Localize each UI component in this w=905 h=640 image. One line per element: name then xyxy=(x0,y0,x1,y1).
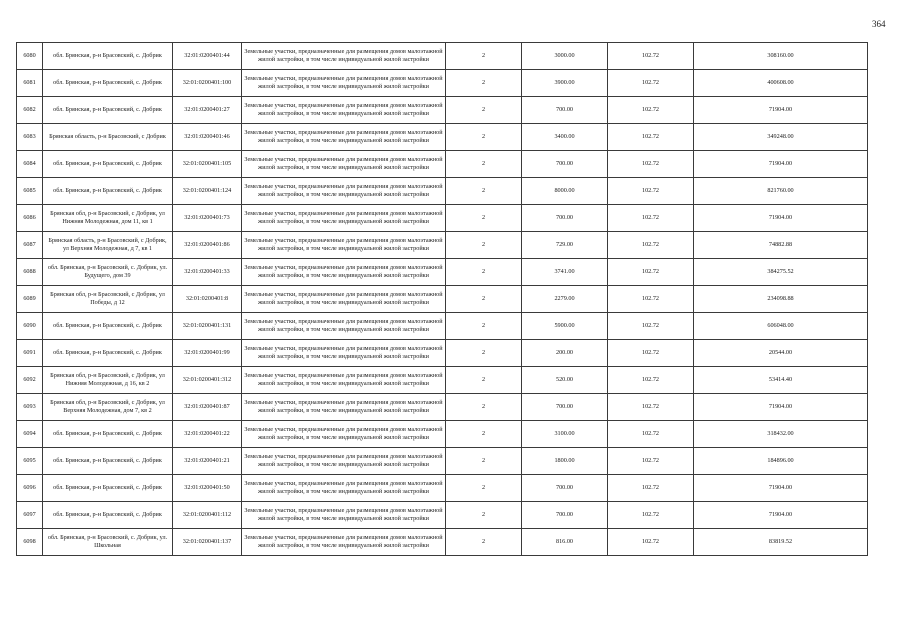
group-code-cell: 2 xyxy=(446,259,522,286)
area-cell: 520.00 xyxy=(522,367,608,394)
cadastral-number-cell: 32:01:0200401:22 xyxy=(173,421,242,448)
cadastral-rate-cell: 102.72 xyxy=(608,448,694,475)
address-cell: обл. Брянская, р-н Брасовский, с. Добрик xyxy=(43,502,173,529)
address-cell: обл. Брянская, р-н Брасовский, с. Добрик xyxy=(43,340,173,367)
land-registry-table xyxy=(16,42,868,556)
group-code-cell: 2 xyxy=(446,151,522,178)
table-row xyxy=(17,178,868,205)
area-cell: 5900.00 xyxy=(522,313,608,340)
cadastral-rate-cell: 102.72 xyxy=(608,421,694,448)
address-cell: Брянская обл, р-н Брасовский, с Добрик, ул Победы, д 12 xyxy=(43,286,173,313)
group-code-cell: 2 xyxy=(446,475,522,502)
cadastral-value-cell: 606048.00 xyxy=(694,313,868,340)
cadastral-number-cell: 32:01:0200401:99 xyxy=(173,340,242,367)
cadastral-value-cell: 53414.40 xyxy=(694,367,868,394)
address-cell: Брянская обл, р-н Брасовский, с Добрик, ул Нижняя Молодежная, дом 11, кв 1 xyxy=(43,205,173,232)
land-use-purpose-cell: Земельные участки, предназначенные для размещения домов малоэтажной жилой застройки, в том числе индивидуальной жилой застройки xyxy=(242,502,446,529)
cadastral-number-cell: 32:01:0200401:105 xyxy=(173,151,242,178)
cadastral-number-cell: 32:01:0200401:137 xyxy=(173,529,242,556)
row-number-cell: 6093 xyxy=(17,394,43,421)
land-use-purpose-cell: Земельные участки, предназначенные для размещения домов малоэтажной жилой застройки, в том числе индивидуальной жилой застройки xyxy=(242,529,446,556)
area-cell: 700.00 xyxy=(522,502,608,529)
area-cell: 3100.00 xyxy=(522,421,608,448)
land-use-purpose-cell: Земельные участки, предназначенные для размещения домов малоэтажной жилой застройки, в том числе индивидуальной жилой застройки xyxy=(242,97,446,124)
group-code-cell: 2 xyxy=(446,529,522,556)
area-cell: 729.00 xyxy=(522,232,608,259)
address-cell: Брянская обл, р-н Брасовский, с Добрик, ул Верхняя Молодежная, дом 7, кв 2 xyxy=(43,394,173,421)
table-row xyxy=(17,43,868,70)
cadastral-value-cell: 71904.00 xyxy=(694,205,868,232)
cadastral-number-cell: 32:01:0200401:73 xyxy=(173,205,242,232)
row-number-cell: 6086 xyxy=(17,205,43,232)
cadastral-number-cell: 32:01:0200401:87 xyxy=(173,394,242,421)
land-use-purpose-cell: Земельные участки, предназначенные для размещения домов малоэтажной жилой застройки, в том числе индивидуальной жилой застройки xyxy=(242,70,446,97)
land-use-purpose-cell: Земельные участки, предназначенные для размещения домов малоэтажной жилой застройки, в том числе индивидуальной жилой застройки xyxy=(242,232,446,259)
area-cell: 3900.00 xyxy=(522,70,608,97)
row-number-cell: 6091 xyxy=(17,340,43,367)
cadastral-rate-cell: 102.72 xyxy=(608,43,694,70)
group-code-cell: 2 xyxy=(446,178,522,205)
table-row xyxy=(17,475,868,502)
row-number-cell: 6094 xyxy=(17,421,43,448)
table-row xyxy=(17,502,868,529)
area-cell: 2279.00 xyxy=(522,286,608,313)
cadastral-number-cell: 32:01:0200401:131 xyxy=(173,313,242,340)
cadastral-rate-cell: 102.72 xyxy=(608,259,694,286)
area-cell: 3741.00 xyxy=(522,259,608,286)
cadastral-value-cell: 400608.00 xyxy=(694,70,868,97)
group-code-cell: 2 xyxy=(446,124,522,151)
address-cell: Брянская обл, р-н Брасовский, с Добрик, ул Нижняя Молодежная, д 16, кв 2 xyxy=(43,367,173,394)
group-code-cell: 2 xyxy=(446,421,522,448)
area-cell: 200.00 xyxy=(522,340,608,367)
address-cell: Брянская область, р-н Брасовский, с Добрик xyxy=(43,124,173,151)
cadastral-rate-cell: 102.72 xyxy=(608,313,694,340)
table-row xyxy=(17,286,868,313)
group-code-cell: 2 xyxy=(446,448,522,475)
address-cell: обл. Брянская, р-н Брасовский, с. Добрик, ул. Школьная xyxy=(43,529,173,556)
table-row xyxy=(17,70,868,97)
area-cell: 3000.00 xyxy=(522,43,608,70)
cadastral-rate-cell: 102.72 xyxy=(608,529,694,556)
address-cell: обл. Брянская, р-н Брасовский, с. Добрик xyxy=(43,43,173,70)
cadastral-number-cell: 32:01:0200401:312 xyxy=(173,367,242,394)
cadastral-value-cell: 821760.00 xyxy=(694,178,868,205)
group-code-cell: 2 xyxy=(446,340,522,367)
address-cell: обл. Брянская, р-н Брасовский, с. Добрик xyxy=(43,475,173,502)
cadastral-value-cell: 71904.00 xyxy=(694,475,868,502)
land-use-purpose-cell: Земельные участки, предназначенные для размещения домов малоэтажной жилой застройки, в том числе индивидуальной жилой застройки xyxy=(242,178,446,205)
area-cell: 700.00 xyxy=(522,475,608,502)
area-cell: 700.00 xyxy=(522,151,608,178)
row-number-cell: 6082 xyxy=(17,97,43,124)
table-row xyxy=(17,313,868,340)
cadastral-number-cell: 32:01:0200401:46 xyxy=(173,124,242,151)
row-number-cell: 6083 xyxy=(17,124,43,151)
address-cell: обл. Брянская, р-н Брасовский, с. Добрик, ул. Будущего, дом 39 xyxy=(43,259,173,286)
land-use-purpose-cell: Земельные участки, предназначенные для размещения домов малоэтажной жилой застройки, в том числе индивидуальной жилой застройки xyxy=(242,367,446,394)
table-row xyxy=(17,97,868,124)
row-number-cell: 6089 xyxy=(17,286,43,313)
cadastral-value-cell: 349248.00 xyxy=(694,124,868,151)
table-row xyxy=(17,367,868,394)
land-use-purpose-cell: Земельные участки, предназначенные для размещения домов малоэтажной жилой застройки, в том числе индивидуальной жилой застройки xyxy=(242,205,446,232)
cadastral-value-cell: 318432.00 xyxy=(694,421,868,448)
cadastral-value-cell: 234098.88 xyxy=(694,286,868,313)
cadastral-number-cell: 32:01:0200401:50 xyxy=(173,475,242,502)
row-number-cell: 6081 xyxy=(17,70,43,97)
land-use-purpose-cell: Земельные участки, предназначенные для размещения домов малоэтажной жилой застройки, в том числе индивидуальной жилой застройки xyxy=(242,313,446,340)
cadastral-rate-cell: 102.72 xyxy=(608,178,694,205)
cadastral-value-cell: 83819.52 xyxy=(694,529,868,556)
cadastral-number-cell: 32:01:0200401:124 xyxy=(173,178,242,205)
land-use-purpose-cell: Земельные участки, предназначенные для размещения домов малоэтажной жилой застройки, в том числе индивидуальной жилой застройки xyxy=(242,259,446,286)
cadastral-rate-cell: 102.72 xyxy=(608,70,694,97)
address-cell: обл. Брянская, р-н Брасовский, с. Добрик xyxy=(43,70,173,97)
area-cell: 1800.00 xyxy=(522,448,608,475)
cadastral-number-cell: 32:01:0200401:44 xyxy=(173,43,242,70)
cadastral-value-cell: 74882.88 xyxy=(694,232,868,259)
land-use-purpose-cell: Земельные участки, предназначенные для размещения домов малоэтажной жилой застройки, в том числе индивидуальной жилой застройки xyxy=(242,124,446,151)
land-use-purpose-cell: Земельные участки, предназначенные для размещения домов малоэтажной жилой застройки, в том числе индивидуальной жилой застройки xyxy=(242,286,446,313)
address-cell: обл. Брянская, р-н Брасовский, с. Добрик xyxy=(43,421,173,448)
address-cell: обл. Брянская, р-н Брасовский, с. Добрик xyxy=(43,97,173,124)
page-number: 364 xyxy=(872,19,886,29)
cadastral-rate-cell: 102.72 xyxy=(608,340,694,367)
cadastral-number-cell: 32:01:0200401:27 xyxy=(173,97,242,124)
area-cell: 700.00 xyxy=(522,205,608,232)
address-cell: Брянская область, р-н Брасовский, с Добрик, ул Верхняя Молодежная, д 7, кв 1 xyxy=(43,232,173,259)
row-number-cell: 6096 xyxy=(17,475,43,502)
cadastral-value-cell: 71904.00 xyxy=(694,502,868,529)
cadastral-rate-cell: 102.72 xyxy=(608,475,694,502)
address-cell: обл. Брянская, р-н Брасовский, с. Добрик xyxy=(43,178,173,205)
row-number-cell: 6090 xyxy=(17,313,43,340)
cadastral-rate-cell: 102.72 xyxy=(608,124,694,151)
cadastral-value-cell: 71904.00 xyxy=(694,394,868,421)
area-cell: 816.00 xyxy=(522,529,608,556)
table-row xyxy=(17,259,868,286)
cadastral-rate-cell: 102.72 xyxy=(608,205,694,232)
group-code-cell: 2 xyxy=(446,43,522,70)
row-number-cell: 6084 xyxy=(17,151,43,178)
land-use-purpose-cell: Земельные участки, предназначенные для размещения домов малоэтажной жилой застройки, в том числе индивидуальной жилой застройки xyxy=(242,448,446,475)
group-code-cell: 2 xyxy=(446,286,522,313)
group-code-cell: 2 xyxy=(446,394,522,421)
land-use-purpose-cell: Земельные участки, предназначенные для размещения домов малоэтажной жилой застройки, в том числе индивидуальной жилой застройки xyxy=(242,421,446,448)
land-use-purpose-cell: Земельные участки, предназначенные для размещения домов малоэтажной жилой застройки, в том числе индивидуальной жилой застройки xyxy=(242,151,446,178)
address-cell: обл. Брянская, р-н Брасовский, с. Добрик xyxy=(43,448,173,475)
group-code-cell: 2 xyxy=(446,97,522,124)
cadastral-rate-cell: 102.72 xyxy=(608,367,694,394)
row-number-cell: 6092 xyxy=(17,367,43,394)
cadastral-rate-cell: 102.72 xyxy=(608,232,694,259)
area-cell: 8000.00 xyxy=(522,178,608,205)
row-number-cell: 6095 xyxy=(17,448,43,475)
group-code-cell: 2 xyxy=(446,205,522,232)
cadastral-value-cell: 384275.52 xyxy=(694,259,868,286)
land-use-purpose-cell: Земельные участки, предназначенные для размещения домов малоэтажной жилой застройки, в том числе индивидуальной жилой застройки xyxy=(242,43,446,70)
cadastral-value-cell: 184896.00 xyxy=(694,448,868,475)
cadastral-rate-cell: 102.72 xyxy=(608,97,694,124)
group-code-cell: 2 xyxy=(446,367,522,394)
cadastral-value-cell: 308160.00 xyxy=(694,43,868,70)
land-use-purpose-cell: Земельные участки, предназначенные для размещения домов малоэтажной жилой застройки, в том числе индивидуальной жилой застройки xyxy=(242,340,446,367)
address-cell: обл. Брянская, р-н Брасовский, с. Добрик xyxy=(43,313,173,340)
table-row xyxy=(17,124,868,151)
row-number-cell: 6088 xyxy=(17,259,43,286)
cadastral-number-cell: 32:01:0200401:21 xyxy=(173,448,242,475)
table-row xyxy=(17,151,868,178)
cadastral-number-cell: 32:01:0200401:112 xyxy=(173,502,242,529)
group-code-cell: 2 xyxy=(446,70,522,97)
cadastral-number-cell: 32:01:0200401:100 xyxy=(173,70,242,97)
row-number-cell: 6080 xyxy=(17,43,43,70)
table-row xyxy=(17,205,868,232)
table-row xyxy=(17,340,868,367)
cadastral-number-cell: 32:01:0200401:33 xyxy=(173,259,242,286)
land-use-purpose-cell: Земельные участки, предназначенные для размещения домов малоэтажной жилой застройки, в том числе индивидуальной жилой застройки xyxy=(242,394,446,421)
table-row xyxy=(17,232,868,259)
address-cell: обл. Брянская, р-н Брасовский, с. Добрик xyxy=(43,151,173,178)
row-number-cell: 6087 xyxy=(17,232,43,259)
table-row xyxy=(17,394,868,421)
table-body xyxy=(17,43,868,556)
group-code-cell: 2 xyxy=(446,313,522,340)
table-row xyxy=(17,448,868,475)
cadastral-number-cell: 32:01:0200401:86 xyxy=(173,232,242,259)
area-cell: 3400.00 xyxy=(522,124,608,151)
cadastral-rate-cell: 102.72 xyxy=(608,286,694,313)
area-cell: 700.00 xyxy=(522,97,608,124)
row-number-cell: 6098 xyxy=(17,529,43,556)
cadastral-value-cell: 71904.00 xyxy=(694,97,868,124)
area-cell: 700.00 xyxy=(522,394,608,421)
cadastral-rate-cell: 102.72 xyxy=(608,151,694,178)
cadastral-rate-cell: 102.72 xyxy=(608,502,694,529)
table-row xyxy=(17,529,868,556)
cadastral-value-cell: 71904.00 xyxy=(694,151,868,178)
group-code-cell: 2 xyxy=(446,232,522,259)
row-number-cell: 6097 xyxy=(17,502,43,529)
row-number-cell: 6085 xyxy=(17,178,43,205)
group-code-cell: 2 xyxy=(446,502,522,529)
land-use-purpose-cell: Земельные участки, предназначенные для размещения домов малоэтажной жилой застройки, в том числе индивидуальной жилой застройки xyxy=(242,475,446,502)
cadastral-rate-cell: 102.72 xyxy=(608,394,694,421)
cadastral-number-cell: 32:01:0200401:8 xyxy=(173,286,242,313)
cadastral-value-cell: 20544.00 xyxy=(694,340,868,367)
table-row xyxy=(17,421,868,448)
